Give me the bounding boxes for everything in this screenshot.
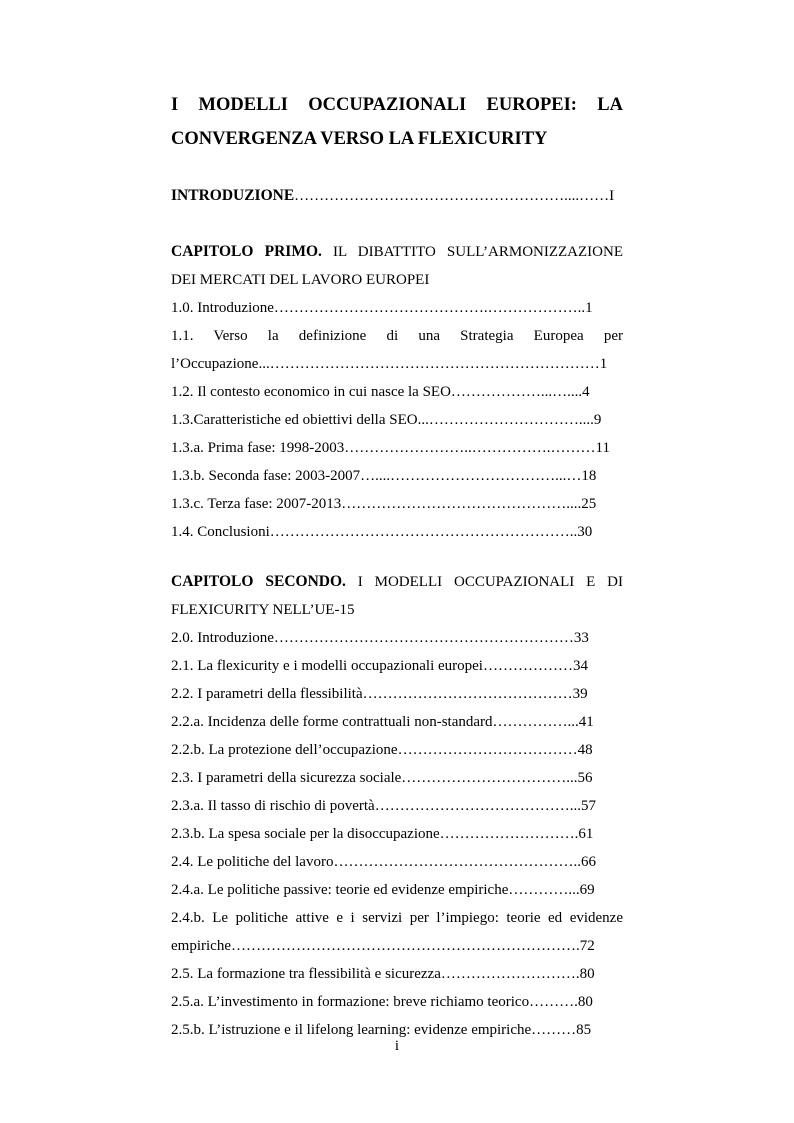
toc-entry: 2.2. I parametri della flessibilità……………………………………39 [171, 686, 588, 702]
intro-page: I [609, 188, 615, 204]
toc-entry: 1.1. Verso la definizione di una Strategia Europea per [171, 328, 623, 344]
toc-entry: 1.3.c. Terza fase: 2007-2013………………………………………....25 [171, 496, 597, 512]
chapter1-heading [171, 238, 623, 266]
toc-entry: 1.2. Il contesto economico in cui nasce la SEO………………...…....4 [171, 384, 590, 400]
toc-entry-introduzione [171, 182, 623, 210]
intro-dots: ………………………………………………....…… [294, 188, 610, 204]
page-number: i [394, 1038, 400, 1054]
document-title-line1: I MODELLI OCCUPAZIONALI EUROPEI: LA [171, 95, 623, 115]
toc-entry: 2.5.b. L’istruzione e il lifelong learning: evidenze empiriche………85 [171, 1022, 592, 1038]
toc-entry: 2.4. Le politiche del lavoro…………………………………………..66 [171, 854, 596, 870]
chapter1-label: CAPITOLO PRIMO. [171, 243, 322, 260]
toc-entry: empiriche…………………………………………………………….72 [171, 938, 595, 954]
toc-entry: 2.4.a. Le politiche passive: teorie ed evidenze empiriche…………...69 [171, 882, 595, 898]
chapter1-title-line2: DEI MERCATI DEL LAVORO EUROPEI [171, 272, 430, 288]
toc-entry: 2.3. I parametri della sicurezza sociale……………………………...56 [171, 770, 593, 786]
toc-entry: 1.3.Caratteristiche ed obiettivi della SEO...…………………………....9 [171, 412, 602, 428]
toc-entry: 2.5. La formazione tra flessibilità e sicurezza……………………….80 [171, 966, 595, 982]
chapter2-label: CAPITOLO SECONDO. [171, 573, 346, 590]
toc-entry: 1.4. Conclusioni……………………………………………………..30 [171, 524, 593, 540]
toc-entry: 2.1. La flexicurity e i modelli occupazionali europei………………34 [171, 658, 588, 674]
toc-entry: 2.4.b. Le politiche attive e i servizi per l’impiego: teorie ed evidenze [171, 910, 623, 926]
toc-entry: 2.3.a. Il tasso di rischio di povertà…………………………………...57 [171, 798, 596, 814]
toc-entry: 1.3.b. Seconda fase: 2003-2007…....……………………………...…18 [171, 468, 597, 484]
toc-entry: 2.2.a. Incidenza delle forme contrattuali non-standard……………...41 [171, 714, 594, 730]
toc-entry: 1.3.a. Prima fase: 1998-2003……………………..…………….………11 [171, 440, 610, 456]
chapter2-title: I MODELLI OCCUPAZIONALI E DI [345, 574, 623, 590]
toc-entry: 2.2.b. La protezione dell’occupazione………………………………48 [171, 742, 593, 758]
toc-entry: 2.5.a. L’investimento in formazione: breve richiamo teorico……….80 [171, 994, 593, 1010]
toc-entry: 2.3.b. La spesa sociale per la disoccupazione……………………….61 [171, 826, 594, 842]
intro-label: INTRODUZIONE [171, 187, 295, 204]
chapter2-title-line2: FLEXICURITY NELL’UE-15 [171, 602, 355, 618]
document-title-line2: CONVERGENZA VERSO LA FLEXICURITY [171, 129, 548, 149]
toc-entry: 1.0. Introduzione…………………………………….………………..1 [171, 300, 593, 316]
chapter2-heading [171, 568, 623, 596]
toc-entry: 2.0. Introduzione……………………………………………………33 [171, 630, 589, 646]
toc-entry: l’Occupazione...…………………………………………………………1 [171, 356, 608, 372]
chapter1-title: IL DIBATTITO SULL’ARMONIZZAZIONE [321, 244, 623, 260]
